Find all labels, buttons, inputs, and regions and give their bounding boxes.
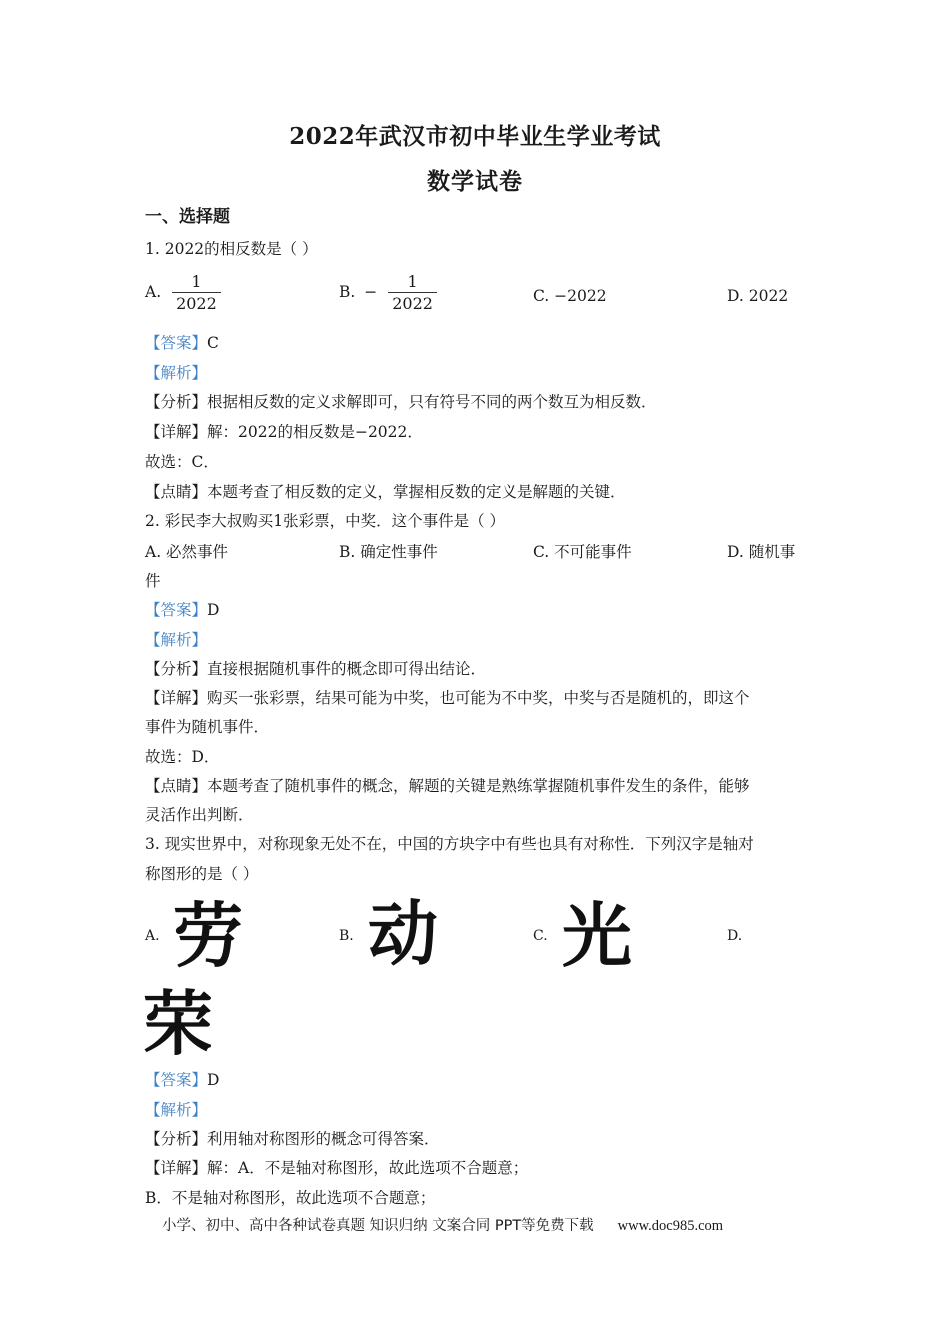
q1-option-a-fraction bbox=[172, 272, 221, 314]
xiangjie-tag: 【详解】 bbox=[145, 689, 208, 707]
q3-answer bbox=[145, 1069, 219, 1091]
fraction-numerator: 1 bbox=[191, 272, 202, 291]
q2-option-d-wrap: 件 bbox=[145, 572, 161, 590]
fenxi-tag: 【分析】 bbox=[145, 1130, 208, 1148]
q3-option-a-char: 劳 bbox=[173, 895, 243, 977]
q2-answer bbox=[145, 599, 219, 621]
q3-option-d-label: D. bbox=[727, 928, 743, 944]
q2-option-c: C. 不可能事件 bbox=[533, 543, 632, 561]
q1-option-c: C. −2022 bbox=[533, 287, 607, 305]
fenxi-tag: 【分析】 bbox=[145, 393, 208, 411]
answer-value: D bbox=[207, 601, 220, 619]
answer-value: D bbox=[207, 1071, 220, 1089]
q2-dianjing-cont: 灵活作出判断． bbox=[145, 806, 254, 824]
q2-stem: 2. 彩民李大叔购买1张彩票，中奖．这个事件是（ ） bbox=[145, 512, 506, 530]
q1-answer bbox=[145, 332, 219, 354]
xiangjie-tag: 【详解】 bbox=[145, 1159, 208, 1177]
q1-option-b bbox=[339, 272, 437, 314]
fenxi-text: 直接根据随机事件的概念即可得出结论． bbox=[207, 660, 487, 678]
q3-xiangjie bbox=[145, 1157, 528, 1179]
answer-tag: 【答案】 bbox=[145, 334, 208, 352]
q1-option-b-sign: − bbox=[364, 283, 378, 301]
q1-stem: 1. 2022的相反数是（ ） bbox=[145, 240, 318, 258]
q3-option-c-label: C. bbox=[533, 928, 548, 944]
xiangjie-text: 解：2022的相反数是−2022． bbox=[207, 423, 423, 441]
q3-detail-b: B．不是轴对称图形，故此选项不合题意； bbox=[145, 1189, 436, 1207]
q1-analysis-tag: 【解析】 bbox=[145, 364, 208, 382]
q1-option-b-fraction bbox=[388, 272, 437, 314]
footer-url[interactable]: www.doc985.com bbox=[617, 1218, 724, 1234]
q1-option-d: D. 2022 bbox=[727, 287, 789, 305]
q3-stem-cont: 称图形的是（ ） bbox=[145, 865, 259, 883]
fraction-denominator: 2022 bbox=[388, 292, 437, 314]
answer-value: C bbox=[207, 334, 219, 352]
q2-xiangjie bbox=[145, 687, 750, 709]
xiangjie-tag: 【详解】 bbox=[145, 423, 208, 441]
q2-xiangjie-cont: 事件为随机事件． bbox=[145, 718, 270, 736]
q3-option-b-char: 动 bbox=[368, 893, 438, 975]
answer-tag: 【答案】 bbox=[145, 601, 208, 619]
q3-fenxi bbox=[145, 1128, 440, 1150]
fenxi-tag: 【分析】 bbox=[145, 660, 208, 678]
q1-choice: 故选：C． bbox=[145, 453, 219, 471]
dianjing-text: 本题考查了随机事件的概念，解题的关键是熟练掌握随机事件发生的条件，能够 bbox=[207, 777, 750, 795]
q3-option-c-char: 光 bbox=[562, 895, 632, 977]
xiangjie-text: 购买一张彩票，结果可能为中奖，也可能为不中奖，中奖与否是随机的，即这个 bbox=[207, 689, 750, 707]
q2-option-a: A. 必然事件 bbox=[145, 543, 229, 561]
q2-choice: 故选：D． bbox=[145, 748, 220, 766]
q2-option-b: B. 确定性事件 bbox=[339, 543, 438, 561]
q2-analysis-tag: 【解析】 bbox=[145, 631, 208, 649]
q2-fenxi bbox=[145, 658, 486, 680]
page-footer bbox=[162, 1214, 723, 1235]
page-subtitle: 数学试卷 bbox=[427, 168, 523, 195]
q1-option-a-label: A. bbox=[145, 283, 162, 301]
q2-option-d: D. 随机事 bbox=[727, 543, 796, 561]
q1-fenxi bbox=[145, 391, 657, 413]
q1-xiangjie bbox=[145, 421, 423, 443]
fenxi-text: 根据相反数的定义求解即可，只有符号不同的两个数互为相反数． bbox=[207, 393, 657, 411]
dianjing-text: 本题考查了相反数的定义，掌握相反数的定义是解题的关键． bbox=[207, 483, 626, 501]
q3-option-a-label: A. bbox=[145, 928, 160, 944]
q1-dianjing bbox=[145, 481, 626, 503]
page-title: 2022年武汉市初中毕业生学业考试 bbox=[289, 123, 661, 150]
dianjing-tag: 【点睛】 bbox=[145, 777, 208, 795]
fraction-denominator: 2022 bbox=[172, 292, 221, 314]
xiangjie-text: 解：A．不是轴对称图形，故此选项不合题意； bbox=[207, 1159, 529, 1177]
footer-text: 小学、初中、高中各种试卷真题 知识归纳 文案合同 PPT等免费下载 bbox=[162, 1218, 594, 1234]
fraction-numerator: 1 bbox=[407, 272, 418, 291]
dianjing-tag: 【点睛】 bbox=[145, 483, 208, 501]
q1-option-b-label: B. bbox=[339, 283, 356, 301]
q1-option-a bbox=[145, 272, 221, 314]
q3-analysis-tag: 【解析】 bbox=[145, 1101, 208, 1119]
q3-option-b-label: B. bbox=[339, 928, 354, 944]
answer-tag: 【答案】 bbox=[145, 1071, 208, 1089]
fenxi-text: 利用轴对称图形的概念可得答案． bbox=[207, 1130, 440, 1148]
q2-dianjing bbox=[145, 775, 750, 797]
section-heading: 一、选择题 bbox=[145, 207, 230, 227]
q3-stem: 3. 现实世界中，对称现象无处不在，中国的方块字中有些也具有对称性．下列汉字是轴对 bbox=[145, 835, 754, 853]
q3-option-d-char: 荣 bbox=[143, 983, 213, 1065]
